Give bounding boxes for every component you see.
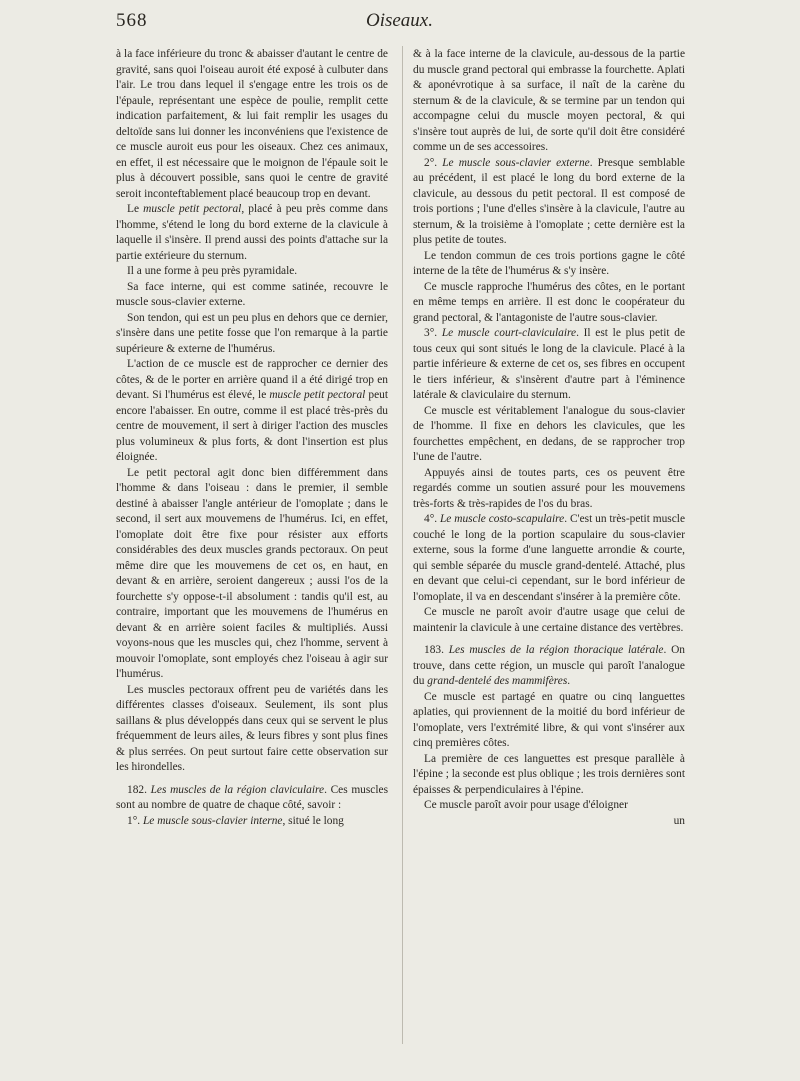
paragraph: Sa face interne, qui est comme satinée, recouvre le muscle sous-clavier externe. bbox=[116, 280, 388, 308]
right-column bbox=[413, 47, 686, 827]
paragraph: Ce muscle rapproche l'humérus des côtes, en le portant en même temps en arrière. Il est donc le coopérateur du grand pectoral, & l'antagoniste de l'autre sous-clavier. bbox=[413, 280, 685, 324]
section-heading-paragraph: 183. Les muscles de la région thoracique latérale. On trouve, dans cette région, un muscle qui paroît l'analogue du grand-dentelé des mammifères. bbox=[413, 644, 685, 687]
paragraph: Ce muscle est partagé en quatre ou cinq languettes aplaties, qui proviennent de la moitié du bord inférieur de l'omoplate, vers l'extrémité libre, & qui vont s'insérer aux cinq premières côtes. bbox=[413, 690, 685, 749]
paragraph: Ce muscle paroît avoir pour usage d'éloigner bbox=[424, 799, 628, 811]
paragraph: Il a une forme à peu près pyramidale. bbox=[127, 265, 298, 277]
paragraph: 1°. Le muscle sous-clavier interne, situé le long bbox=[127, 814, 344, 827]
paragraph: Le petit pectoral agit donc bien différemment dans l'homme & dans l'oiseau : dans le premier, il semble destiné à abaisser l'angle antérieur de l'omoplate ; dans le second, il sert aux mouvemens de l'humérus. Ici, en effet, l'omoplate doit être fixe pour résister aux efforts considérables des deux muscles grands pectoraux. On peut même dire que les mouvemens de cet os, en haut, en devant & en arrière, seroient dangereux ; aussi l'os de la fourchette s'y oppose-t-il absolument : tandis qu'il est, au contraire, important que les mouvemens de l'humérus en devant & en arrière soient faciles & multipliés. Aussi voyons-nous que les muscles qui, chez l'homme, servent à mouvoir l'omoplate, sont employés chez l'oiseau à agir sur l'humérus. bbox=[116, 466, 388, 680]
page-header bbox=[116, 10, 683, 38]
column-divider bbox=[402, 46, 403, 1044]
paragraph: Le muscle petit pectoral, placé à peu près comme dans l'homme, s'étend le long du bord externe de la clavicule à laquelle il s'insère. Il prend aussi des points d'attache sur la partie extérieure du sternum. bbox=[116, 203, 388, 262]
paragraph: 4°. Le muscle costo-scapulaire. C'est un très-petit muscle couché le long de la portion scapulaire du sous-clavier externe, sous la forme d'une languette arrondie & courte, qui semble séparée du muscle grand-dentelé. Attaché, plus en devant que celui-ci cependant, sur le bord inférieur de l'omoplate, il va en descendant s'insérer à la première côte. bbox=[413, 513, 685, 603]
paragraph: La première de ces languettes est presque parallèle à l'épine ; la seconde est plus oblique ; les trois dernières sont épaisses & perpendiculaires à l'épine. bbox=[413, 752, 685, 796]
page-number: 568 bbox=[116, 10, 148, 31]
section-heading-paragraph: 182. Les muscles de la région claviculaire. Ces muscles sont au nombre de quatre de chaque côté, savoir : bbox=[116, 783, 389, 811]
paragraph: Appuyés ainsi de toutes parts, ces os peuvent être regardés comme un soutien assuré pour les mouvemens très-forts & très-rapides de l'os du bras. bbox=[413, 466, 685, 510]
paragraph: 3°. Le muscle court-claviculaire. Il est le plus petit de tous ceux qui sont situés le long de la clavicule. Placé à la partie inférieure & externe de cet os, ses fibres en occupent le tiers inférieur, & s'insèrent d'autre part à l'éminence latérale & claviculaire du sternum. bbox=[413, 327, 686, 401]
paragraph: Ce muscle ne paroît avoir d'autre usage que celui de maintenir la clavicule à une certaine distance des vertèbres. bbox=[413, 606, 685, 634]
paragraph: Les muscles pectoraux offrent peu de variétés dans les différentes classes d'oiseaux. Seulement, ils sont plus saillans & plus développés dans ceux qui se servent le plus fréquemment de leurs ailes, & leurs fibres y sont plus fines & plus serrées. On peut surtout faire cette observation sur les hirondelles. bbox=[116, 683, 388, 773]
paragraph: à la face inférieure du tronc & abaisser d'autant le centre de gravité, sans quoi l'oiseau auroit été exposé à culbuter dans l'air. Le trou dans lequel il s'engage entre les trois os de l'épaule, représentant une espèce de poulie, remplit cette indication parfaitement, & lui fait remplir les usages du deltoïde sans lui donner les inconvéniens que l'existence de ce muscle auroit eus pour les oiseaux. Chez ces animaux, en effet, il est nécessaire que le moignon de l'épaule soit le plus à découvert possible, sans quoi le centre de gravité seroit inconteftablement placé beaucoup trop en devant. bbox=[116, 48, 388, 200]
catchword: un bbox=[673, 814, 685, 827]
paragraph: Son tendon, qui est un peu plus en dehors que ce dernier, s'insère dans une petite fosse que l'on remarque à la partie supérieure & externe de l'humérus. bbox=[116, 311, 388, 355]
paragraph: 2°. Le muscle sous-clavier externe. Presque semblable au précédent, il est placé le long du bord externe de la clavicule, au dessous du petit pectoral. Il est composé de trois portions ; l'une d'elles s'insère à la clavicule, l'autre au sternum, & la troisième à l'omoplate ; cette dernière est la plus petite de toutes. bbox=[413, 156, 685, 246]
paragraph: Ce muscle est véritablement l'analogue du sous-clavier de l'homme. Il fixe en dehors les clavicules, que les fourchettes empêchent, en dedans, de se rapprocher trop l'une de l'autre. bbox=[413, 404, 685, 463]
paragraph: & à la face interne de la clavicule, au-dessous de la partie du muscle grand pectoral qui embrasse la fourchette. Aplati & aponévrotique à sa surface, il naît de la carène du sternum & de la clavicule, & se termine par un tendon qui accompagne celui du muscle moyen pectoral, & qui s'insère tout auprès de lui, de sorte qu'il doit être considéré comme un de ses accessoires. bbox=[413, 48, 685, 153]
left-column bbox=[116, 47, 388, 829]
running-title: Oiseaux. bbox=[365, 10, 433, 31]
paragraph: L'action de ce muscle est de rapprocher ce dernier des côtes, & de le porter en arrière quand il a été dirigé trop en devant. Si l'humérus est élevé, le muscle petit pectoral peut encore l'abaisser. En outre, comme il est placé très-près du centre de mouvement, il sert à diriger l'action des muscles plus volumineux & plus forts, & dont l'insertion est plus éloignée. bbox=[116, 358, 388, 463]
paragraph: Le tendon commun de ces trois portions gagne le côté interne de la tête de l'humérus & s'y insère. bbox=[413, 249, 685, 277]
